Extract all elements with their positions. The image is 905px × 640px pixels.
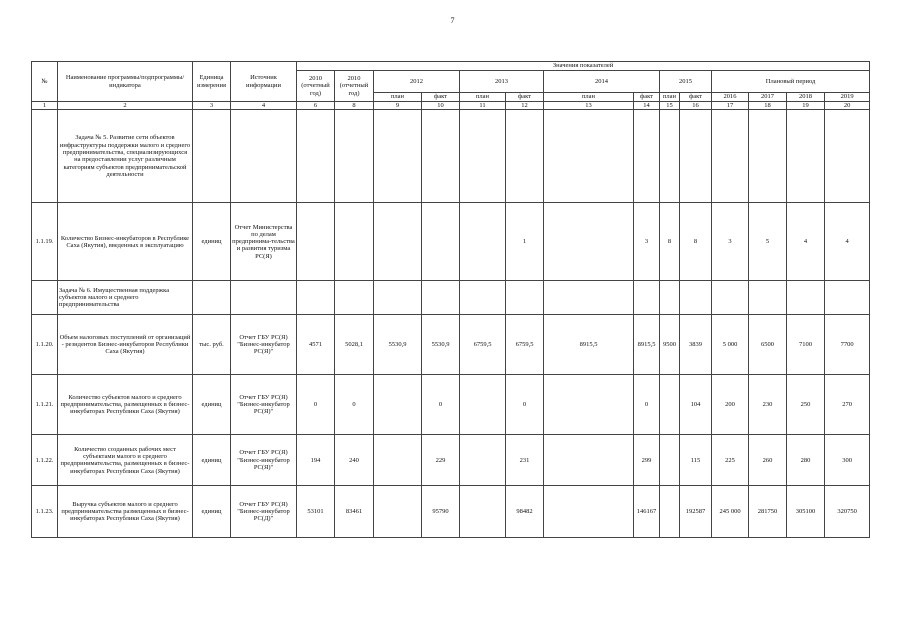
value-cell: 240 — [335, 435, 374, 486]
value-cell: 225 — [712, 435, 749, 486]
header-name: Наименование программы/подпрограммы/индикатора — [58, 62, 193, 102]
value-cell: 299 — [634, 435, 660, 486]
row-number: 1.1.20. — [32, 315, 58, 375]
value-cell: 260 — [749, 435, 787, 486]
header-fact-2013: факт — [506, 93, 544, 102]
value-cell: 0 — [422, 375, 460, 435]
row-source: Отчет ГБУ РС(Я) "Бизнес-инкубатор РС(Д)" — [231, 486, 297, 538]
header-fact-2014: факт — [634, 93, 660, 102]
value-cell: 8 — [680, 203, 712, 281]
value-cell: 95790 — [422, 486, 460, 538]
value-cell: 83461 — [335, 486, 374, 538]
table-row — [32, 435, 870, 486]
colnum-cell: 14 — [634, 102, 660, 110]
value-cell: 3839 — [680, 315, 712, 375]
value-cell — [422, 203, 460, 281]
header-2015: 2015 — [660, 71, 712, 93]
row-indicator-name: Количество Бизнес-инкубаторов в Республике Саха (Якутия), введенных в эксплуатацию — [58, 203, 193, 281]
value-cell — [374, 435, 422, 486]
header-2014: 2014 — [544, 71, 660, 93]
table-row — [32, 315, 870, 375]
value-cell: 7700 — [825, 315, 870, 375]
row-number: 1.1.21. — [32, 375, 58, 435]
header-source: Источник информации — [231, 62, 297, 102]
task-6-title: Задача № 6. Имущественная поддержка субъектов малого и среднего предпринимательства — [58, 281, 193, 315]
value-cell — [660, 375, 680, 435]
value-cell — [460, 486, 506, 538]
empty-cell — [32, 110, 58, 203]
value-cell — [374, 375, 422, 435]
value-cell: 9500 — [660, 315, 680, 375]
header-2019: 2019 — [825, 93, 870, 102]
value-cell: 0 — [506, 375, 544, 435]
row-unit: тыс. руб. — [193, 315, 231, 375]
colnum-cell: 6 — [297, 102, 335, 110]
value-cell — [544, 203, 634, 281]
value-cell: 1 — [506, 203, 544, 281]
value-cell: 98482 — [506, 486, 544, 538]
value-cell: 6759,5 — [506, 315, 544, 375]
value-cell: 3 — [634, 203, 660, 281]
header-values-title: Значения показателей — [297, 62, 870, 71]
colnum-cell: 20 — [825, 102, 870, 110]
value-cell: 5530,9 — [374, 315, 422, 375]
colnum-cell: 13 — [544, 102, 634, 110]
value-cell — [544, 435, 634, 486]
header-plan-2015: план — [660, 93, 680, 102]
header-plan-2012: план — [374, 93, 422, 102]
value-cell — [460, 375, 506, 435]
header-unit: Единица измерения — [193, 62, 231, 102]
value-cell: 115 — [680, 435, 712, 486]
value-cell: 320750 — [825, 486, 870, 538]
table-row — [32, 203, 870, 281]
header-plan-2013: план — [460, 93, 506, 102]
value-cell: 192587 — [680, 486, 712, 538]
value-cell: 5 000 — [712, 315, 749, 375]
value-cell: 6759,5 — [460, 315, 506, 375]
value-cell: 230 — [749, 375, 787, 435]
value-cell: 8 — [660, 203, 680, 281]
value-cell — [660, 435, 680, 486]
value-cell — [544, 375, 634, 435]
row-indicator-name: Выручка субъектов малого и среднего предпринимательства размещенных в бизнес-инкубаторах Республики Саха (Якутия) — [58, 486, 193, 538]
value-cell: 4 — [825, 203, 870, 281]
value-cell — [460, 435, 506, 486]
header-fact-2015: факт — [680, 93, 712, 102]
header-plan-2014: план — [544, 93, 634, 102]
colnum-cell: 8 — [335, 102, 374, 110]
colnum-cell: 9 — [374, 102, 422, 110]
row-unit: единиц — [193, 203, 231, 281]
value-cell: 7100 — [787, 315, 825, 375]
value-cell: 53101 — [297, 486, 335, 538]
value-cell: 250 — [787, 375, 825, 435]
value-cell: 8915,5 — [634, 315, 660, 375]
header-2010b: 2010 (отчетный год) — [335, 71, 374, 102]
value-cell: 104 — [680, 375, 712, 435]
value-cell: 200 — [712, 375, 749, 435]
value-cell: 146167 — [634, 486, 660, 538]
colnum-cell: 3 — [193, 102, 231, 110]
colnum-cell: 16 — [680, 102, 712, 110]
value-cell: 5 — [749, 203, 787, 281]
page-number: 7 — [450, 16, 455, 25]
value-cell: 0 — [634, 375, 660, 435]
header-2013: 2013 — [460, 71, 544, 93]
colnum-cell: 17 — [712, 102, 749, 110]
empty-cell — [32, 281, 58, 315]
row-source: Отчет ГБУ РС(Я) "Бизнес-инкубатор РС(Я)" — [231, 435, 297, 486]
colnum-cell: 11 — [460, 102, 506, 110]
value-cell: 194 — [297, 435, 335, 486]
row-unit: единиц — [193, 486, 231, 538]
colnum-cell: 12 — [506, 102, 544, 110]
row-number: 1.1.23. — [32, 486, 58, 538]
colnum-cell: 18 — [749, 102, 787, 110]
value-cell: 6500 — [749, 315, 787, 375]
value-cell: 229 — [422, 435, 460, 486]
colnum-cell: 15 — [660, 102, 680, 110]
row-source: Отчет ГБУ РС(Я) "Бизнес-инкубатор РС(Я)" — [231, 375, 297, 435]
value-cell: 281750 — [749, 486, 787, 538]
value-cell: 305100 — [787, 486, 825, 538]
row-unit: единиц — [193, 435, 231, 486]
colnum-cell: 4 — [231, 102, 297, 110]
header-2016: 2016 — [712, 93, 749, 102]
value-cell — [544, 486, 634, 538]
header-no: № — [32, 62, 58, 102]
value-cell: 8915,5 — [544, 315, 634, 375]
value-cell: 0 — [297, 375, 335, 435]
table-row — [32, 486, 870, 538]
value-cell — [297, 203, 335, 281]
value-cell: 3 — [712, 203, 749, 281]
value-cell: 280 — [787, 435, 825, 486]
value-cell: 5530,9 — [422, 315, 460, 375]
value-cell: 270 — [825, 375, 870, 435]
header-2012: 2012 — [374, 71, 460, 93]
header-2017: 2017 — [749, 93, 787, 102]
indicators-table — [31, 61, 870, 538]
colnum-cell: 2 — [58, 102, 193, 110]
header-2018: 2018 — [787, 93, 825, 102]
row-indicator-name: Количество созданных рабочих мест субъектами малого и среднего предпринимательства, размещенных в бизнес-инкубаторах Республики Саха (Якутия) — [58, 435, 193, 486]
task-5-title: Задача № 5. Развитие сети объектов инфраструктуры поддержки малого и среднего предпринимательства, специализирующихся на предоставлении услуг различным категориям субъектов предпринимательской деятельности — [58, 110, 193, 203]
row-number: 1.1.19. — [32, 203, 58, 281]
colnum-cell: 19 — [787, 102, 825, 110]
value-cell — [374, 203, 422, 281]
row-indicator-name: Количество субъектов малого и среднего предпринимательства, размещенных в бизнес-инкубаторах Республики Саха (Якутия) — [58, 375, 193, 435]
header-2010a: 2010 (отчетный год) — [297, 71, 335, 102]
row-unit: единиц — [193, 375, 231, 435]
value-cell: 4 — [787, 203, 825, 281]
value-cell: 245 000 — [712, 486, 749, 538]
value-cell — [460, 203, 506, 281]
value-cell: 0 — [335, 375, 374, 435]
row-number: 1.1.22. — [32, 435, 58, 486]
colnum-cell: 10 — [422, 102, 460, 110]
value-cell — [660, 486, 680, 538]
header-planning: Плановый период — [712, 71, 870, 93]
value-cell — [335, 203, 374, 281]
value-cell: 5028,1 — [335, 315, 374, 375]
row-source: Отчет ГБУ РС(Я) "Бизнес-инкубатор РС(Я)" — [231, 315, 297, 375]
row-source: Отчет Министерства по делам предпринима-тельства и развития туризма РС(Я) — [231, 203, 297, 281]
value-cell: 300 — [825, 435, 870, 486]
header-fact-2012: факт — [422, 93, 460, 102]
colnum-cell: 1 — [32, 102, 58, 110]
value-cell: 231 — [506, 435, 544, 486]
value-cell — [374, 486, 422, 538]
table-row — [32, 375, 870, 435]
value-cell: 4571 — [297, 315, 335, 375]
row-indicator-name: Объем налоговых поступлений от организаций - резидентов Бизнес-инкубаторов Республики Саха (Якутия) — [58, 315, 193, 375]
